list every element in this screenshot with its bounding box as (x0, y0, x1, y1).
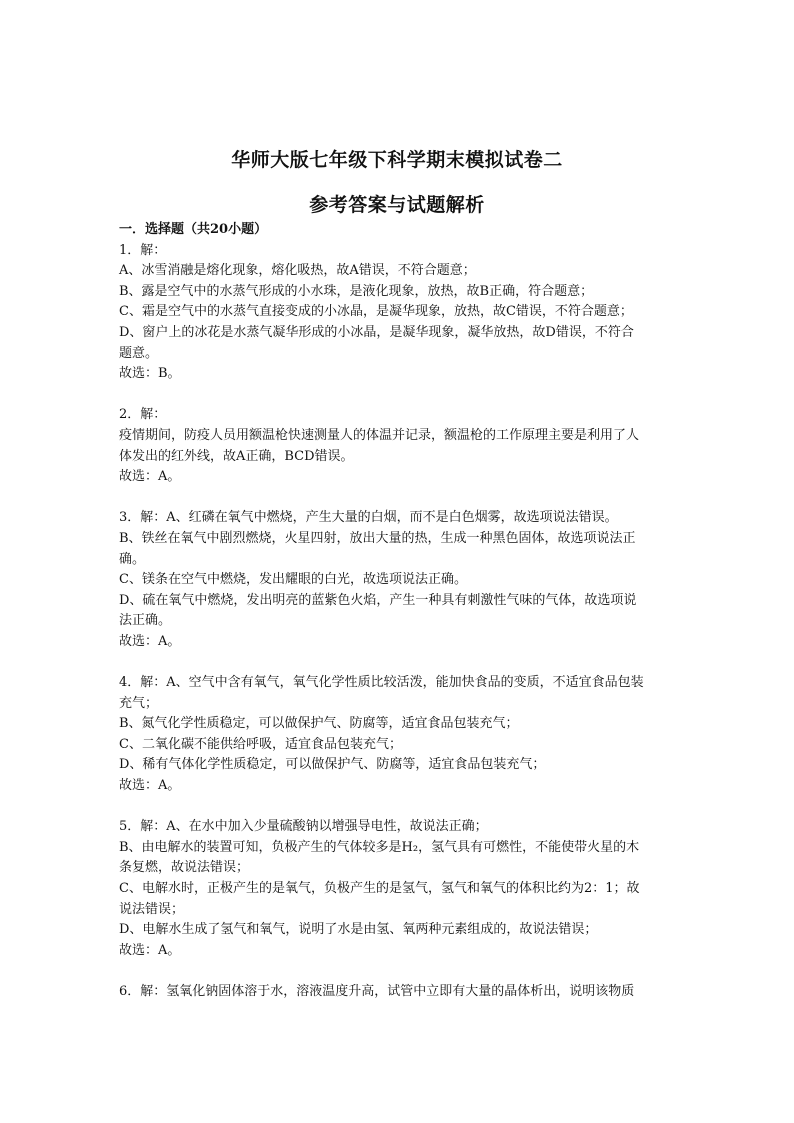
answer-line: D、电解水生成了氢气和氧气，说明了水是由氢、氧两种元素组成的，故说法错误； (119, 922, 598, 938)
answer-line: 故选：A。 (119, 469, 181, 485)
answer-line: 充气； (119, 695, 159, 711)
answer-line: 1．解： (119, 242, 167, 258)
answer-line: C、电解水时，正极产生的是氧气，负极产生的是氢气，氢气和氧气的体积比约为2：1；故 (119, 881, 640, 896)
answer-line: 2．解： (119, 407, 167, 423)
answer-line: 法正确。 (119, 613, 172, 629)
answer-line: 故选：B。 (119, 366, 181, 382)
answer-line: B、氮气化学性质稳定，可以做保护气、防腐等，适宜食品包装充气； (119, 716, 519, 732)
answer-line: D、窗户上的冰花是水蒸气凝华形成的小冰晶，是凝华现象，凝华放热，故D错误，不符合 (119, 324, 634, 340)
answer-line: D、硫在氧气中燃烧，发出明亮的蓝紫色火焰，产生一种具有刺激性气味的气体，故选项说 (119, 592, 637, 608)
answer-line: 疫情期间，防疫人员用额温枪快速测量人的体温并记录，额温枪的工作原理主要是利用了人 (119, 427, 640, 443)
question-6 (119, 982, 679, 1003)
document-subtitle: 参考答案与试题解析 (309, 194, 485, 216)
answer-line: 6．解：氢氧化钠固体溶于水，溶液温度升高，试管中立即有大量的晶体析出，说明该物质 (119, 983, 635, 999)
questions-list (119, 241, 679, 1003)
answer-line: B、露是空气中的水蒸气形成的小水珠，是液化现象，放热，故B正确，符合题意； (119, 283, 594, 299)
answer-line: 3．解：A、红磷在氧气中燃烧，产生大量的白烟，而不是白色烟雾，故选项说法错误。 (119, 510, 618, 526)
question-1 (119, 241, 679, 385)
answer-line: B、铁丝在氧气中剧烈燃烧，火星四射，放出大量的热，生成一种黑色固体，故选项说法正 (119, 530, 636, 546)
question-4 (119, 673, 679, 797)
answer-line: 故选：A。 (119, 942, 181, 958)
answer-line: 确。 (119, 551, 146, 567)
section-heading: 一．选择题（共20小题） (119, 222, 268, 237)
answer-line: A、冰雪消融是熔化现象，熔化吸热，故A错误，不符合题意； (119, 263, 476, 279)
answer-content (119, 220, 679, 1023)
answer-line: 故选：A。 (119, 633, 181, 649)
answer-line: 5．解：A、在水中加入少量硫酸钠以增强导电性，故说法正确； (119, 819, 488, 835)
answer-line: C、霜是空气中的水蒸气直接变成的小冰晶，是凝华现象，放热，故C错误，不符合题意； (119, 304, 633, 320)
question-2 (119, 405, 679, 487)
question-3 (119, 508, 679, 652)
answer-line: C、镁条在空气中燃烧，发出耀眼的白光，故选项说法正确。 (119, 572, 467, 588)
answer-line: 4．解：A、空气中含有氧气，氧气化学性质比较活泼，能加快食品的变质，不适宜食品包装 (119, 675, 644, 691)
question-5 (119, 817, 679, 961)
answer-line: B、由电解水的装置可知，负极产生的气体较多是H₂，氢气具有可燃性，不能使带火星的木 (119, 839, 640, 855)
answer-line: 说法错误； (119, 901, 185, 917)
document-title: 华师大版七年级下科学期末模拟试卷二 (231, 149, 563, 171)
answer-line: 题意。 (119, 345, 159, 361)
answer-line: D、稀有气体化学性质稳定，可以做保护气、防腐等，适宜食品包装充气； (119, 757, 546, 773)
answer-line: 故选：A。 (119, 778, 181, 794)
answer-line: C、二氧化碳不能供给呼吸，适宜食品包装充气； (119, 736, 402, 752)
answer-line: 条复燃，故说法错误； (119, 860, 250, 876)
answer-line: 体发出的红外线，故A正确，BCD错误。 (119, 448, 354, 464)
